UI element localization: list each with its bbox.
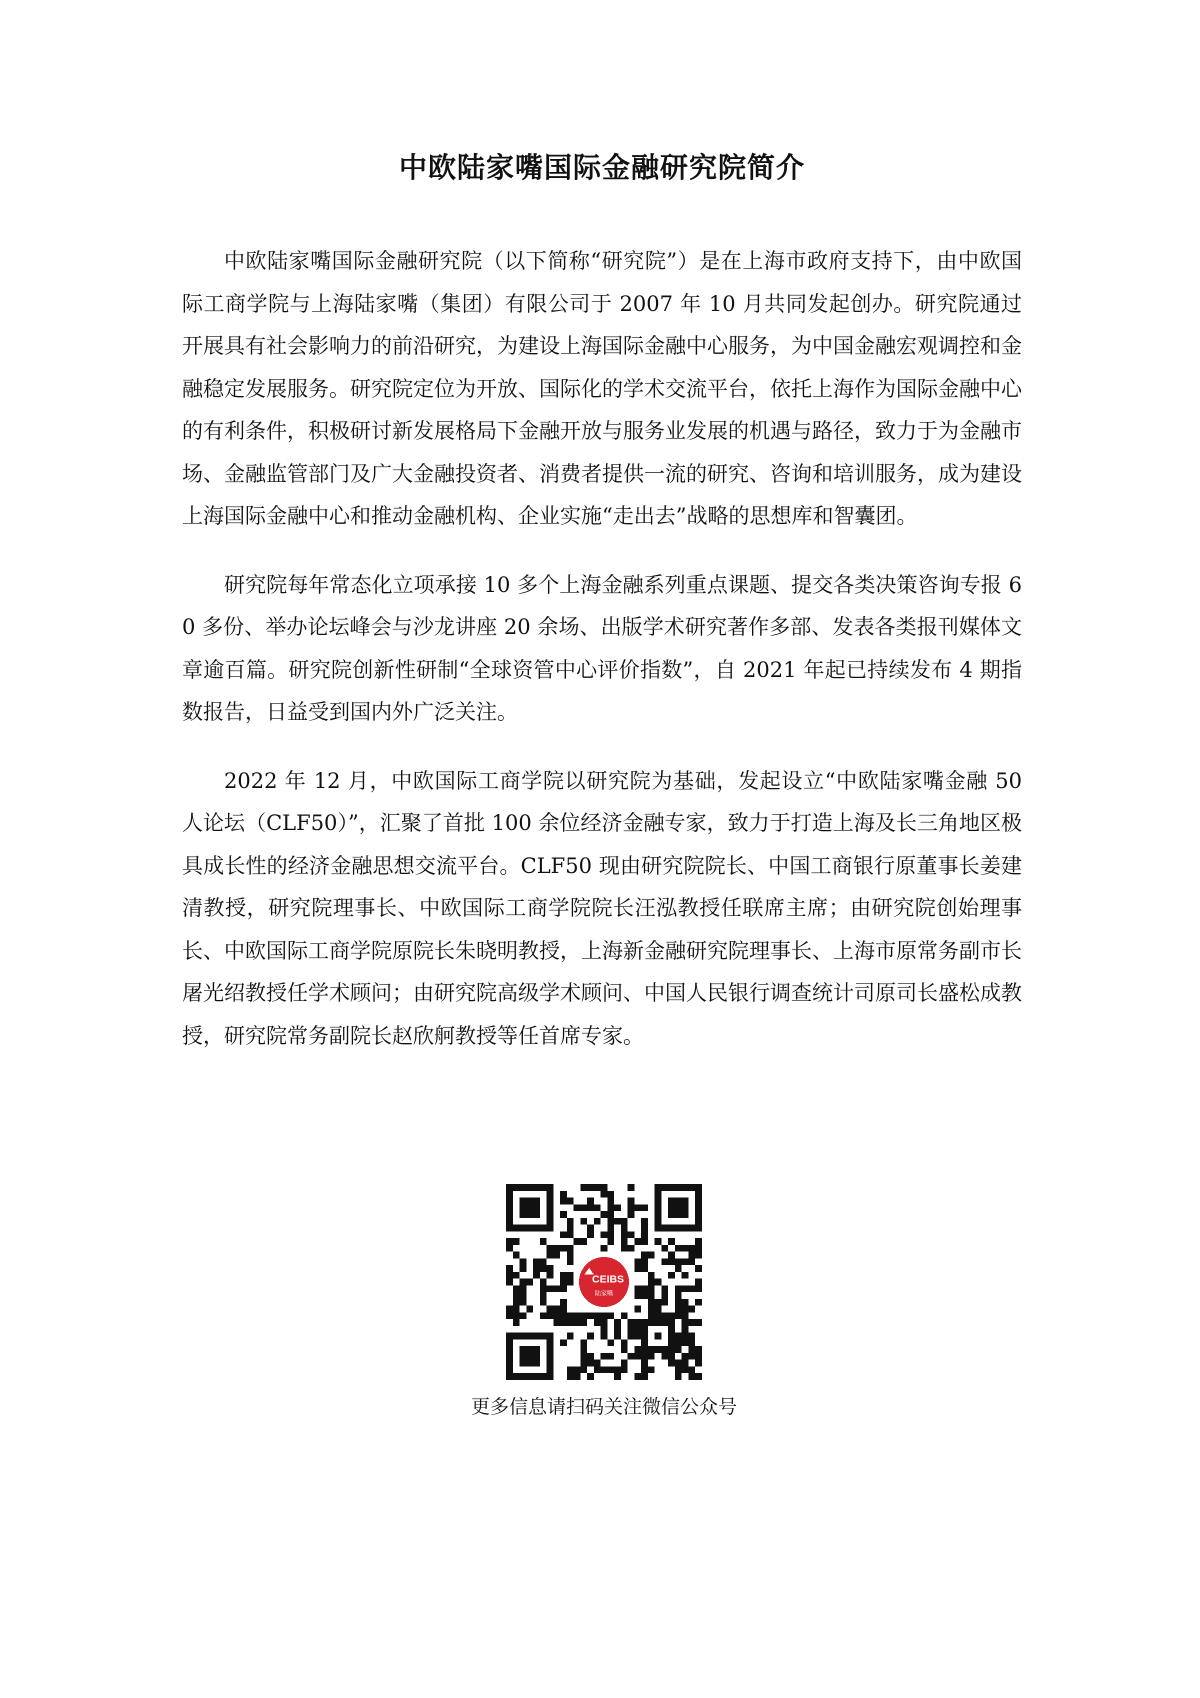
qr-logo-subtext: [595, 1290, 613, 1298]
qr-center-logo: [575, 1253, 633, 1311]
paragraph-research: 研究院每年常态化立项承接 10 多个上海金融系列重点课题、提交各类决策咨询专报 60 多份、举办论坛峰会与沙龙讲座 20 余场、出版学术研究著作多部、发表各类报刊媒体文章逾百篇。研究院创新性研制“全球资管中心评价指数”，自 2021 年起已持续发布 4 期指数报告，日益受到国内外广泛关注。: [182, 572, 1022, 724]
qr-code-block: [506, 1184, 702, 1380]
paragraph-intro: 中欧陆家嘴国际金融研究院（以下简称“研究院”）是在上海市政府支持下，由中欧国际工商学院与上海陆家嘴（集团）有限公司于 2007 年 10 月共同发起创办。研究院通过开展具有社会影响力的前沿研究，为建设上海国际金融中心服务，为中国金融宏观调控和金融稳定发展服务。研究院定位为开放、国际化的学术交流平台，依托上海作为国际金融中心的有利条件，积极研讨新发展格局下金融开放与服务业发展的机遇与路径，致力于为金融市场、金融监管部门及广大金融投资者、消费者提供一流的研究、咨询和培训服务，成为建设上海国际金融中心和推动金融机构、企业实施“走出去”战略的思想库和智囊团。: [182, 249, 1022, 528]
document-page: [182, 150, 1022, 1083]
qr-logo-text: CEIBS: [592, 1274, 625, 1286]
document-title: 中欧陆家嘴国际金融研究院简介: [398, 151, 805, 184]
paragraph-clf50: 2022 年 12 月，中欧国际工商学院以研究院为基础，发起设立“中欧陆家嘴金融 50 人论坛（CLF50）”，汇聚了首批 100 余位经济金融专家，致力于打造上海及长三角地区极具成长性的经济金融思想交流平台。CLF50 现由研究院院长、中国工商银行原董事长姜建清教授，研究院理事长、中欧国际工商学院院长汪泓教授任联席主席；由研究院创始理事长、中欧国际工商学院原院长朱晓明教授，上海新金融研究院理事长、上海市原常务副市长屠光绍教授任学术顾问；由研究院高级学术顾问、中国人民银行调查统计司原司长盛松成教授，研究院常务副院长赵欣舸教授等任首席专家。: [182, 768, 1022, 1048]
wechat-qr-code-icon: [506, 1184, 702, 1380]
qr-caption: 更多信息请扫码关注微信公众号: [470, 1396, 737, 1418]
